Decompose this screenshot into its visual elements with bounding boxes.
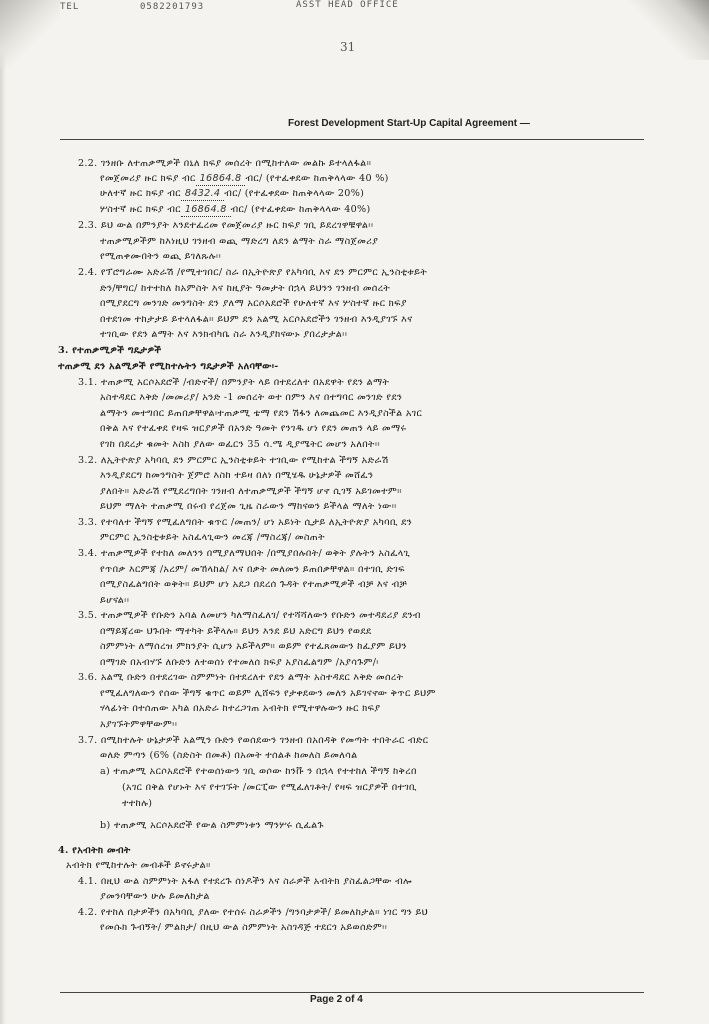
line-text: በሚያደርግ መንገድ መንግስት ደን ያለማ አርሶአደሮች የሁለተኛ እና ሦስተኛ ዙር ክፍያ (100, 298, 407, 309)
line-text: ሁለተኛ ዙር ክፍያ ብር (100, 188, 181, 199)
handwritten-amount: 16864.8 (181, 204, 231, 217)
line-text: በማገድ በአብሃኙ ለቡድን ለተወሰነ የተመለሰ ክፍያ አያስፈልግም /አያሳጉም/፡ (100, 657, 379, 668)
text-line (100, 188, 364, 201)
page-shadow-left (0, 0, 6, 1024)
line-text-continuation: ብር/ (የተፈቀደው ከጠቅላላው 40 %) (245, 173, 389, 184)
footer-rule (60, 992, 644, 993)
text-line (78, 377, 389, 389)
line-text: ስምምነት ለማሰረዝ ምክንያት ሲሆን አይችላም። ወይም የተፈጸመውን ከፈያም ይህን (100, 641, 407, 652)
line-text: ምርምር ኢንስቲቱይት አስፈላጊውን መረጃ /ማስረጃ/ መስጠት (100, 532, 325, 543)
line-text-continuation: ብር/ (የተፈቀደው ከጠቅላላው 40%) (230, 204, 371, 215)
text-line (78, 548, 410, 560)
section-heading (58, 345, 162, 357)
line-text: ተጠቃሚ ደን አልሚዎች የሚከተሉትን ግዴታዎች አለባቸው፡- (58, 361, 279, 372)
line-text: ወለድ ምጣን (6% (ስድስት በመቶ) በአመት ተሰልቶ ከመለስ ይመለሳል (100, 750, 358, 761)
text-line (100, 922, 387, 934)
line-text: በተደገመ ተከታታይ ይተላለፋል። ይህም ደን አልሚ አርሶአደሮችን ገንዘብ እንዲያገኙ እና (100, 314, 413, 325)
line-text: 3.6. አልሚ ቡድን በተደረገው ስምምነት በተደረለተ የደን ልማት አስተዳደር እቅድ መሰረት (78, 672, 404, 683)
line-text: 2.4. የፕሮግራሙ አድራሽ /የሚተገበር/ ስራ በኢትዮጵያ የአካባቢ እና ደን ምርምር ኢንስቲቱይት (78, 267, 428, 278)
text-line (100, 564, 405, 576)
document-header-title: Forest Development Start-Up Capital Agreement — (288, 118, 530, 129)
line-text: 3.5. ተጠቃሚዎች የቡድን አባል ለመሆን ካለማስፈለገ/ የተሻሻለውን የቡድን መተዳደሪያ ደንብ (78, 610, 421, 621)
text-line (78, 455, 389, 467)
line-text: 2.2. ገንዘቡ ለተጠቃሚዎች በኒለ ክፍያ መሰረት በሚከተለው መልኩ ይተላለፋል። (78, 158, 372, 169)
text-line (100, 173, 389, 186)
text-line (78, 517, 412, 529)
handwritten-amount: 16864.8 (196, 173, 246, 186)
text-line (100, 236, 378, 248)
text-line (100, 439, 380, 451)
text-line (100, 657, 379, 669)
line-text: 2.3. ይህ ውል በምንያት እንደተፈረመ የመጀመሪያ ዙር ክፍያ ገቢ ይደረገዋቹዋል፡፡ (78, 220, 374, 231)
text-line (100, 703, 380, 715)
line-text: ተተከሉ) (122, 798, 153, 809)
text-line (100, 423, 406, 435)
text-line (100, 392, 402, 404)
text-line (100, 719, 177, 731)
text-line (100, 204, 371, 217)
text-line (100, 408, 422, 420)
text-line (78, 158, 371, 170)
text-line (78, 876, 412, 888)
line-text: አስተዳደር እቅድ /መመሪያ/ አንድ -1 መሰረት ወተ በምን እና በተግባር መንገድ የደን (100, 392, 403, 403)
folded-corner-right (619, 0, 709, 60)
handwritten-amount: 8432.4 (181, 188, 224, 201)
fax-office: ASST HEAD OFFICE (296, 0, 399, 10)
line-text: ድን/ቸግር/ ከተተከለ ከአምስት እና ከዚያት ዓመታት በኋላ ይህንን ገንዘብ መሰረት (100, 283, 391, 294)
line-text: የሚፈለግለውን የሰው ችግኝ ቁጥር ወይም ሊሸፍን የታቀደውን መለን አይገናኖው ቅጥር ይህም (100, 688, 436, 699)
text-line (100, 298, 407, 310)
text-line (78, 735, 428, 747)
text-line (78, 907, 428, 919)
line-text: ይህም ማለት ተጠቃሚ በሩብ የረጀመ ጊዜ ስራውን ማከናወን ይችላል ማለት ነው፡፡ (100, 501, 397, 512)
line-text: እንዲያደርግ ከመንግስት ጀምሮ እስከ ተይዛ በለነ በሚሄዱ ሁኔታዎች መሸፈን (100, 470, 374, 481)
text-line (100, 626, 371, 638)
text-line (66, 860, 211, 872)
line-text: በቅል እና የተፈቀደ የዛፍ ዝርያዎች በአንድ ዓመት የንገዱ ሆነ የደን መጠን ላይ መማሩ (100, 423, 407, 434)
text-line (78, 220, 373, 232)
text-line (100, 532, 325, 544)
folded-corner-left (0, 0, 60, 70)
line-text: ያመንባቸውን ሁሉ ይመለከታል (100, 891, 210, 902)
line-text: 4.2. የተከለ በታዎችን በአካባቢ ያለው የተሰሩ ስራዎችን /ግንባታዎች/ ይመለከታል። ነገር ግን ይህ (78, 907, 429, 918)
line-text: 3.1. ተጠቃሚ አርሶአደሮች /ብድኖች/ በምንያት ላይ በተደረለተ በአደዋት የደን ልማት (78, 377, 390, 388)
text-line (100, 579, 407, 591)
text-line (100, 251, 221, 263)
text-line (78, 610, 421, 622)
handwritten-page-mark: 31 (340, 40, 356, 54)
line-text: በማይጃረው ህጉበት ማተካት ይችላሉ። ይህን እንደ ይህ አድርግ ይህን የወደደ (100, 626, 372, 637)
line-text: ተጠቃሚዎችም ከእነዚህ ገንዘብ ወጪ ማድረግ ለደን ልማት ስራ ማስጀመሪያ (100, 236, 379, 247)
fax-tel: TEL (60, 2, 80, 12)
line-text: ሦስተኛ ዙር ክፍያ ብር (100, 204, 181, 215)
text-line (100, 891, 210, 903)
line-text: ልማትን መተግበር ይጠበቃቸዋል፡ተጠቃሚ ቴማ የደን ሽፋን ለመጨመር እንዲያስችል አገር (100, 408, 423, 419)
header-rule (60, 139, 644, 140)
text-line (100, 501, 397, 513)
line-text: አያገኙትምዋቸውም፡፡ (100, 719, 178, 730)
line-text: 4. የአብትክ መብት (58, 845, 131, 856)
line-text: (አገር በቅል የሆኑት እና የተገኙት /መርፒው የሚፈለገቶት/ የዛፍ ዝርያዎች በተገቢ (122, 782, 417, 793)
line-text: በሚያስፈልግበት ወቅት። ይህም ሆነ አደጋ በደረሰ ጉዳት የተጠቃሚዎች ብቻ እና ብቻ (100, 579, 408, 590)
text-line (100, 470, 373, 482)
line-text: የመሱክ ጉብኝት/ ምልክታ/ በዚህ ውል ስምምነት አስገዳጅ ተደርጎ አይወሰድም፡፡ (100, 922, 388, 933)
line-text: ተገቢው የደን ልማት እና እንክብካቤ ስራ እንዲያከናውኑ ያበረታታል፡፡ (100, 329, 348, 340)
line-text: ያለበት። አድራሽ የሚደረግበት ገንዘብ ለተጠቃሚዎች ችግኝ ሆኖ ሲገኝ አይገመተም። (100, 486, 402, 497)
line-text: አብትክ የሚከተሉት መብቶች ይኖሩታል። (66, 860, 211, 871)
line-text: 3.2. ለኢትዮጵያ አካባቢ ደን ምርምር ኢንስቲቱይት ተገቢው የሚከተል ችግኝ አድራሽ (78, 455, 389, 466)
text-line (100, 820, 324, 832)
text-line (122, 798, 152, 810)
line-text: ይሆናል፡፡ (100, 595, 130, 606)
text-line (100, 766, 417, 778)
line-text: 3. የተጠቃሚዎች ግዴታዎች (58, 345, 162, 356)
text-line (78, 672, 403, 684)
text-line (78, 267, 427, 279)
text-line (100, 314, 413, 326)
section-heading (58, 845, 131, 857)
page-number: Page 2 of 4 (310, 994, 363, 1005)
line-text: የገከ በደረታ ቁመት እስከ ያለው ወፈርን 35 ሳ.ሜ ዲያሜትር መሆን አለበት፡፡ (100, 439, 380, 450)
line-text: b) ተጠቃሚ አርሶአደሮች የውል ስምምነቱን ማንሦሩ ሲፈልጉ (100, 820, 324, 831)
line-text: የጥበቃ እርምጃ /አረም/ መኸላከል/ እና በቃት መለመን ይጠበቃቸዋል። በተገቢ ድገፍ (100, 564, 405, 575)
line-text: የመጀመሪያ ዙር ክፍያ ብር (100, 173, 196, 184)
text-line (100, 641, 407, 653)
text-line (100, 283, 390, 295)
section-heading (58, 361, 279, 373)
line-text: ሃላፊነት በተሰጠው አካል በአድራ ከተረጋገጠ አብትክ የሚተዋሉውን ዙር ክፍያ (100, 703, 381, 714)
line-text-continuation: ብር/ (የተፈቀደው ከጠቅላላው 20%) (224, 188, 365, 199)
line-text: 3.7. በሚከተሉት ሁኔታዎች አልሚን ቡድን የወሰደውን ገንዘብ በአበዳቅ የመጣት ተበትራር ብድር (78, 735, 429, 746)
line-text: a) ተጠቃሚ አርሶአደሮች የተወሰነውን ገቢ ወሶው ከንቩ ን በኋላ የተተከለ ችግኝ ከቅረበ (100, 766, 417, 777)
line-text: 4.1. በዚህ ውል ስምምነት አፋለ የተደረጉ ሰነዶችን እና ስራዎች አብትክ ያስፈልጋቸው ብሎ (78, 876, 413, 887)
line-text: የሚጠቀሙበትን ወጪ ይገለጹሉ፡፡ (100, 251, 222, 262)
text-line (100, 329, 347, 341)
line-text: 3.3. የተባለተ ችግኝ የሚፈለግበት ቁጥር /መጠን/ ሆነ አይነት ሲታይ ለኢትዮጵያ አካባቢ ደን (78, 517, 413, 528)
fax-number: 0582201793 (140, 2, 205, 12)
text-line (100, 595, 129, 607)
text-line (122, 782, 417, 794)
line-text: 3.4. ተጠቃሚዎች የተከለ መለንን በሚያለማህበት /በሚያበሉበት/ ወቅት ያሉትን አስፈላጊ (78, 548, 411, 559)
text-line (100, 688, 436, 700)
text-line (100, 750, 357, 762)
text-line (100, 486, 402, 498)
